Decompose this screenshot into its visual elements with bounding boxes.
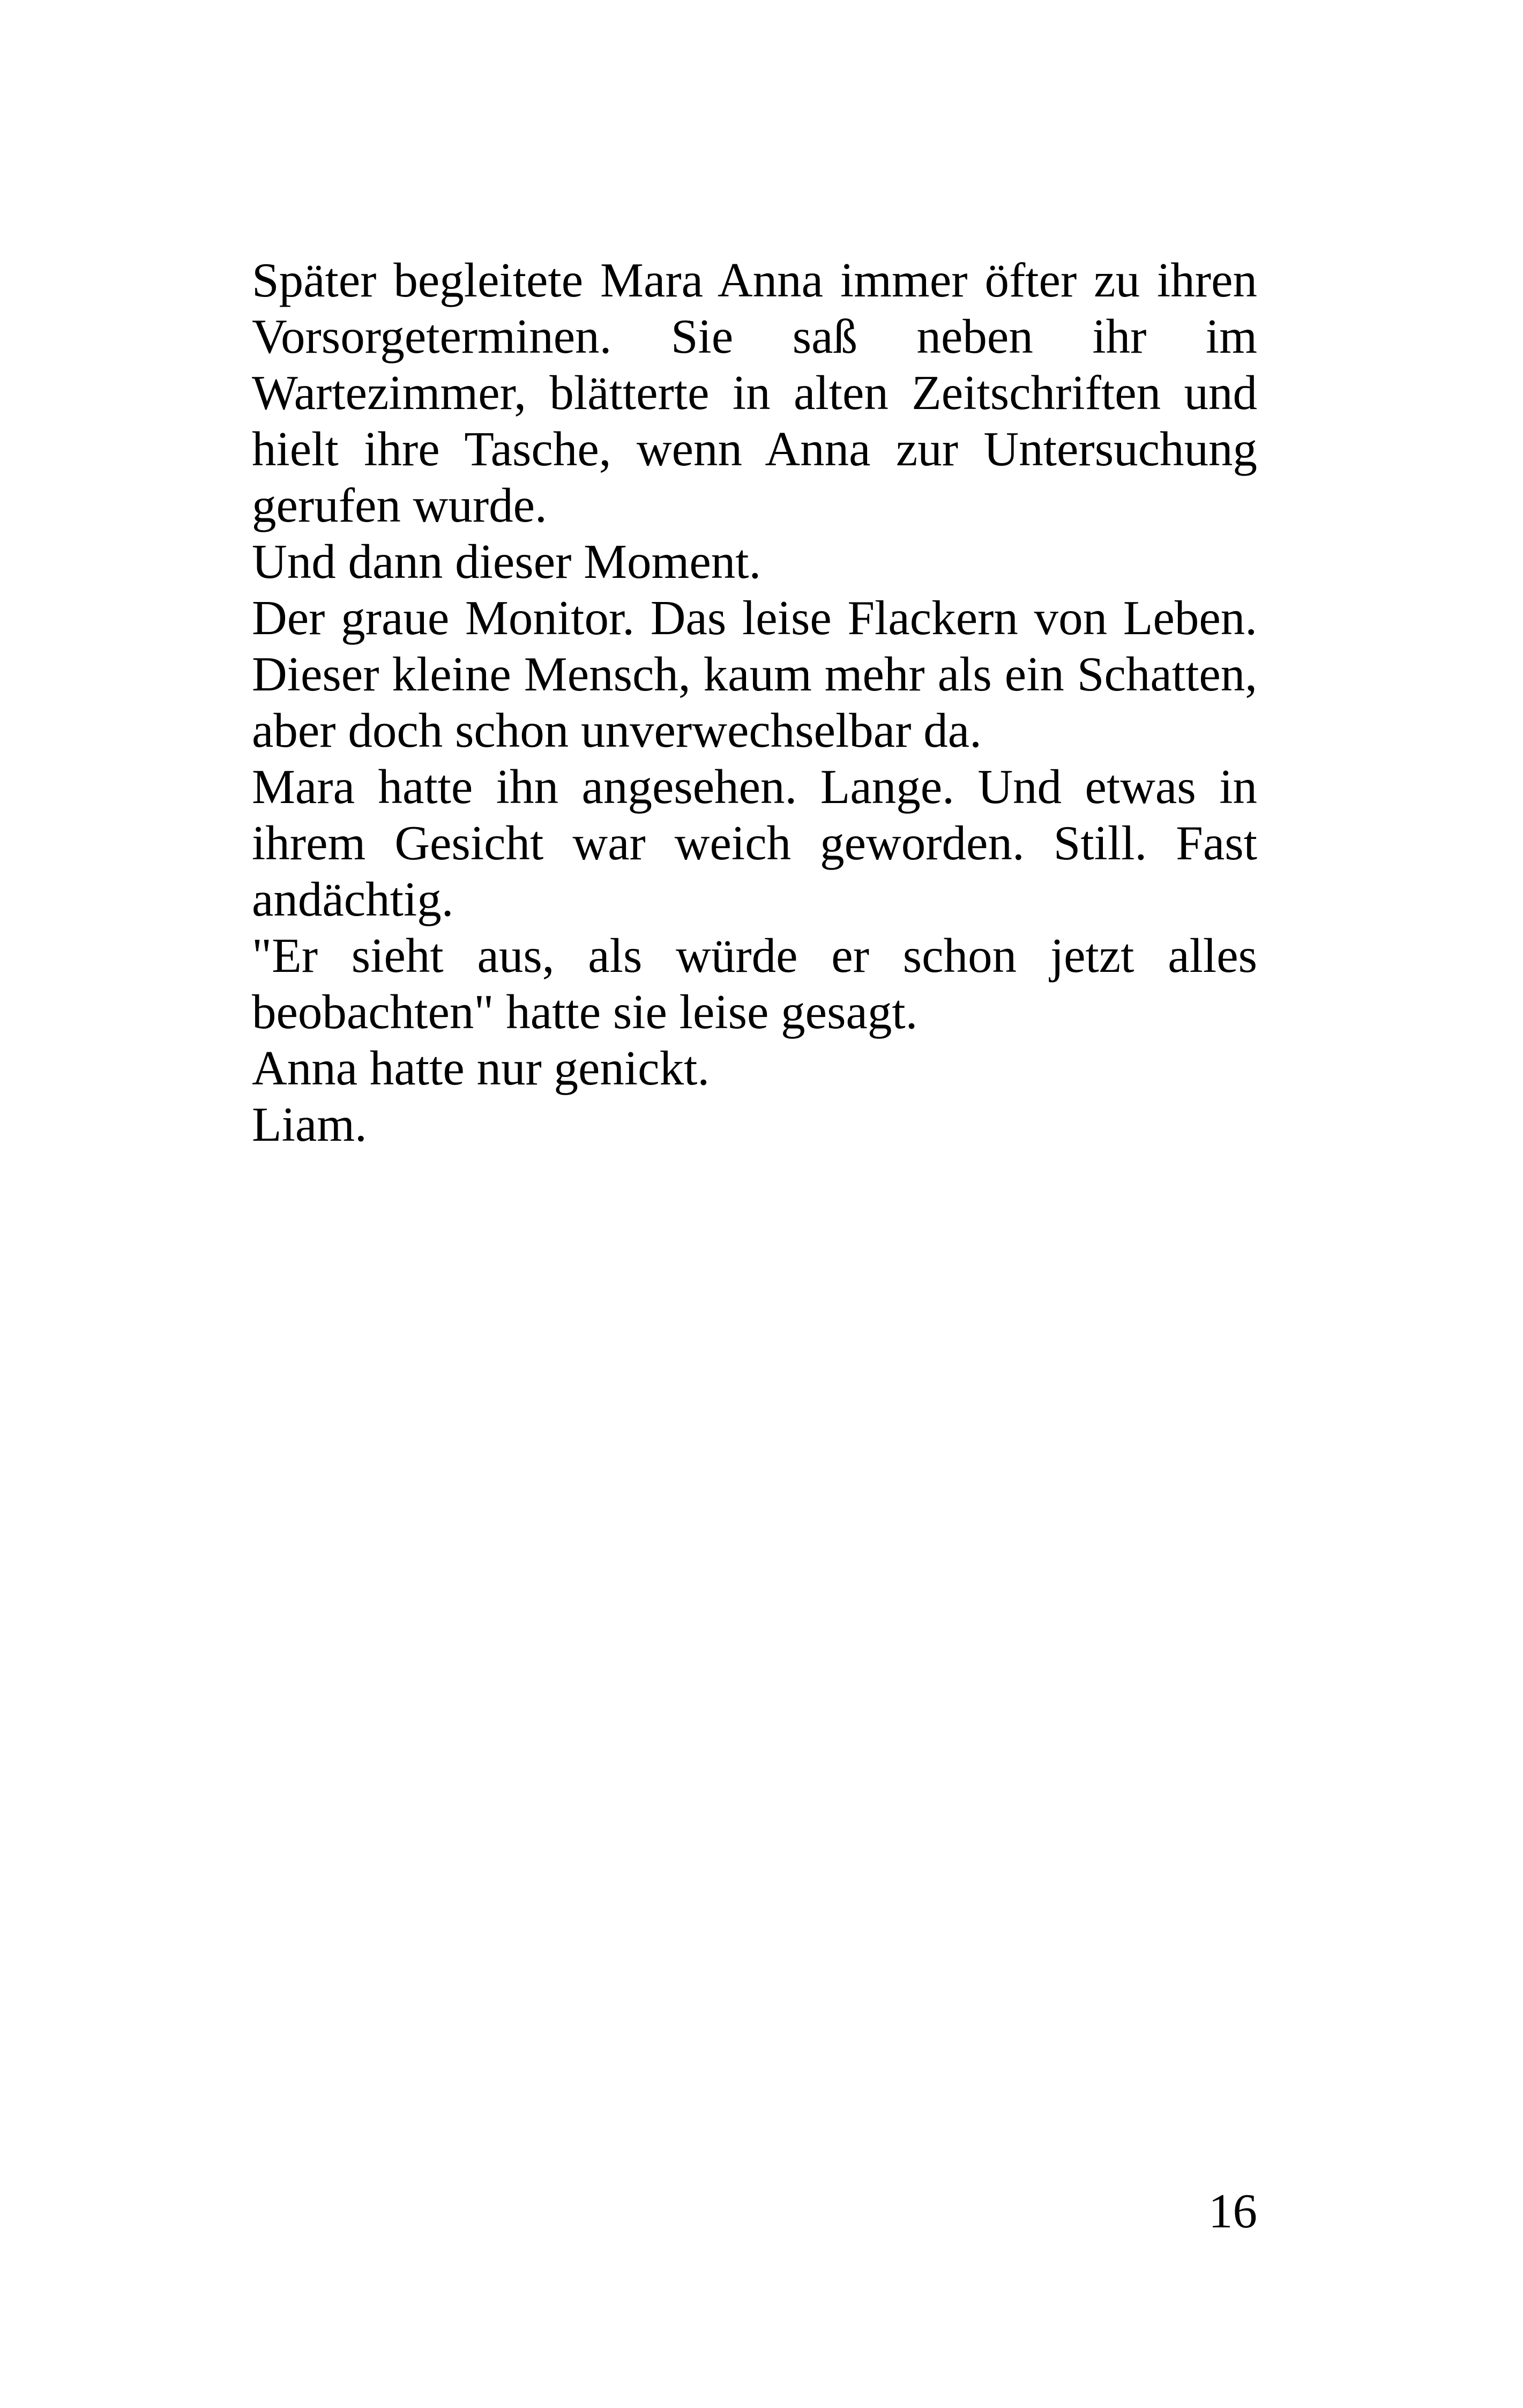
paragraph: Mara hatte ihn angesehen. Lange. Und etwas in ihrem Gesicht war weich geworden. Still. Fast andächtig. — [252, 760, 1257, 926]
paragraph: Anna hatte nur genickt. — [252, 1041, 710, 1095]
body-text — [252, 252, 1257, 1153]
paragraph: "Er sieht aus, als würde er schon jetzt alles beobachten" hatte sie leise gesagt. — [252, 928, 1257, 1039]
paragraph: Liam. — [252, 1097, 367, 1151]
paragraph: Der graue Monitor. Das leise Flackern von Leben. Dieser kleine Mensch, kaum mehr als ein Schatten, aber doch schon unverwechselbar da. — [252, 591, 1257, 757]
paragraph: Und dann dieser Moment. — [252, 534, 762, 589]
page-number: 16 — [1208, 2184, 1257, 2238]
paragraph: Später begleitete Mara Anna immer öfter zu ihren Vorsorgeterminen. Sie saß neben ihr im Wartezimmer, blätterte in alten Zeitschriften und hielt ihre Tasche, wenn Anna zur Untersuchung gerufen wurde. — [252, 253, 1257, 532]
